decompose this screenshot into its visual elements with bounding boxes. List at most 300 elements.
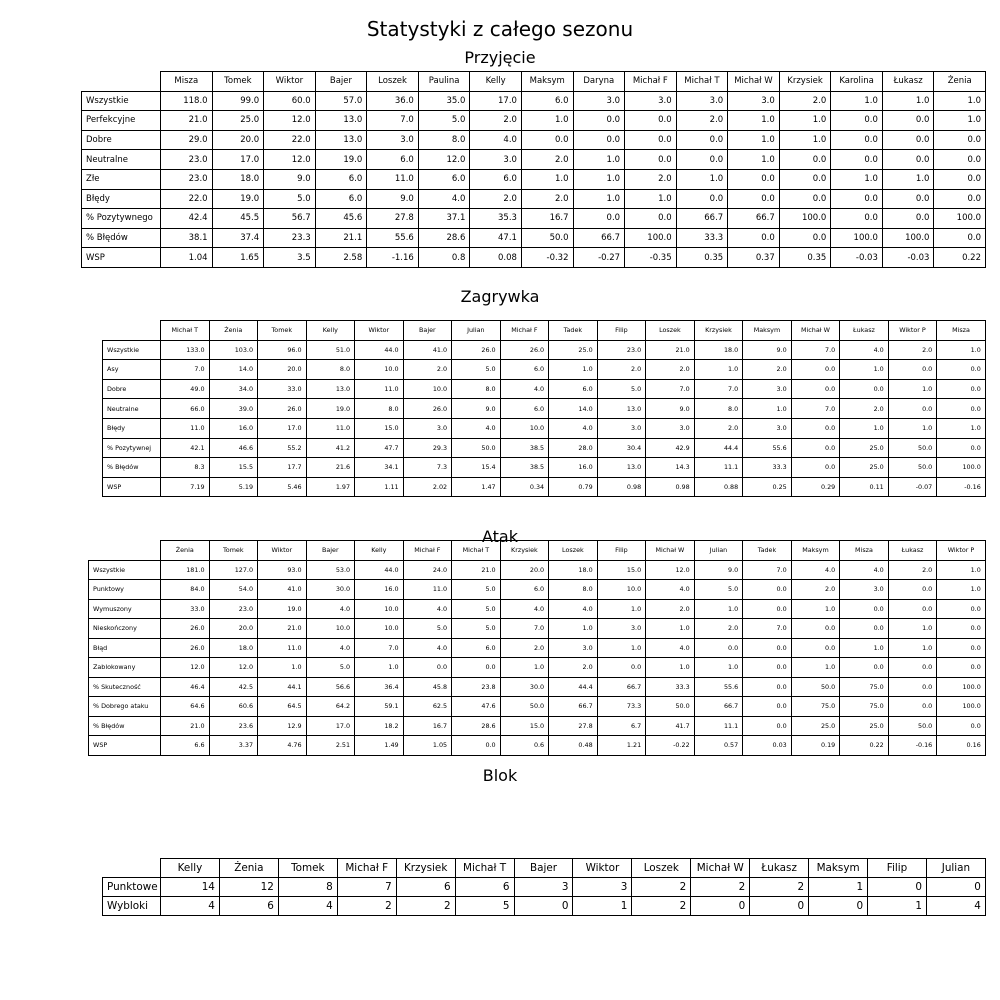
row-label: Nieskończony [89, 619, 161, 639]
table-cell: 5.0 [452, 599, 501, 619]
table-cell: 1.0 [888, 379, 937, 399]
table-cell: 39.0 [209, 399, 258, 419]
row-label: Dobre [103, 379, 161, 399]
table-cell: 36.0 [367, 91, 419, 111]
table-cell: 0.35 [779, 248, 831, 268]
table-cell: 2.0 [791, 580, 840, 600]
column-header: Bajer [306, 541, 355, 561]
table-cell: 3.0 [646, 418, 695, 438]
table-cell: 26.0 [452, 340, 501, 360]
table-cell: 22.0 [264, 130, 316, 150]
table-cell: 4.76 [258, 736, 307, 756]
table-cell: 0.0 [743, 658, 792, 678]
table-cell: 44.4 [549, 677, 598, 697]
table-cell: 44.1 [258, 677, 307, 697]
column-header: Łukasz [888, 541, 937, 561]
table-cell: 13.0 [315, 130, 367, 150]
table-cell: 17.0 [258, 418, 307, 438]
table-cell: 60.0 [264, 91, 316, 111]
table-cell: 0.0 [791, 638, 840, 658]
table-cell: 14.0 [209, 360, 258, 380]
table-cell: 27.8 [367, 209, 419, 229]
row-label: Perfekcyjne [82, 111, 161, 131]
table-cell: 0.98 [597, 477, 646, 497]
table-cell: 19.0 [212, 189, 264, 209]
table-cell: 66.7 [694, 697, 743, 717]
table-cell: 18.0 [549, 560, 598, 580]
table-cell: 0.0 [937, 658, 986, 678]
table-cell: 6.0 [315, 189, 367, 209]
column-header: Tomek [209, 541, 258, 561]
przyjecie-table [81, 71, 986, 268]
table-cell: 0.03 [743, 736, 792, 756]
table-cell: 0 [691, 897, 750, 916]
table-row [89, 619, 986, 639]
table-cell: 0.0 [625, 130, 677, 150]
column-header: Filip [868, 859, 927, 878]
table-cell: 64.6 [161, 697, 210, 717]
table-cell: 0.0 [791, 438, 840, 458]
column-header: Krzysiek [694, 321, 743, 341]
table-cell: 15.0 [500, 716, 549, 736]
table-cell: 0.0 [694, 638, 743, 658]
row-label: Wszystkie [89, 560, 161, 580]
table-cell: 0.34 [500, 477, 549, 497]
table-cell: 1.0 [937, 340, 986, 360]
table-cell: 0.0 [743, 599, 792, 619]
table-cell: 66.7 [597, 677, 646, 697]
table-cell: 18.0 [212, 169, 264, 189]
table-cell: 2.0 [403, 360, 452, 380]
table-cell: 0.98 [646, 477, 695, 497]
table-cell: 6 [396, 878, 455, 897]
row-label: Błędy [103, 418, 161, 438]
table-cell: 100.0 [625, 228, 677, 248]
table-cell: 2.0 [694, 418, 743, 438]
table-row [103, 418, 986, 438]
column-header: Michał T [452, 541, 501, 561]
table-cell: 9.0 [452, 399, 501, 419]
table-cell: 22.0 [161, 189, 213, 209]
table-cell: 103.0 [209, 340, 258, 360]
table-cell: 7 [337, 878, 396, 897]
column-header: Łukasz [882, 72, 934, 92]
column-header: Żenia [219, 859, 278, 878]
table-cell: 0.0 [840, 599, 889, 619]
table-cell: 26.0 [403, 399, 452, 419]
table-cell: 21.1 [315, 228, 367, 248]
table-row [103, 360, 986, 380]
table-cell: 6.0 [315, 169, 367, 189]
column-header: Michał W [728, 72, 780, 92]
table-cell: 5.0 [306, 658, 355, 678]
table-cell: 50.0 [500, 697, 549, 717]
table-cell: 0.0 [831, 130, 883, 150]
table-cell: 7.19 [161, 477, 210, 497]
column-header: Wiktor [355, 321, 404, 341]
table-cell: 34.1 [355, 458, 404, 478]
table-cell: 0.0 [888, 599, 937, 619]
table-cell: 0.11 [840, 477, 889, 497]
table-cell: 0 [868, 878, 927, 897]
table-cell: 2 [632, 897, 691, 916]
table-cell: 5.0 [452, 619, 501, 639]
table-cell: 2.0 [470, 111, 522, 131]
table-cell: 0.0 [791, 379, 840, 399]
row-label: % Błędów [89, 716, 161, 736]
table-cell: 4 [161, 897, 220, 916]
table-cell: 96.0 [258, 340, 307, 360]
table-cell: 3.0 [676, 91, 728, 111]
table-cell: 6.0 [500, 580, 549, 600]
table-cell: 50.0 [888, 458, 937, 478]
table-cell: 4.0 [470, 130, 522, 150]
table-cell: 0.0 [452, 658, 501, 678]
table-cell: 0.0 [791, 458, 840, 478]
row-label: % Pozytywnej [103, 438, 161, 458]
table-row [82, 130, 986, 150]
table-cell: 23.6 [209, 716, 258, 736]
table-cell: 44.0 [355, 560, 404, 580]
table-cell: 1.0 [831, 169, 883, 189]
table-cell: 1.0 [934, 91, 986, 111]
table-cell: 28.6 [418, 228, 470, 248]
column-header: Bajer [403, 321, 452, 341]
table-cell: 28.6 [452, 716, 501, 736]
table-cell: 4.0 [840, 560, 889, 580]
table-cell: 50.0 [452, 438, 501, 458]
column-header: Tomek [212, 72, 264, 92]
column-header: Maksym [521, 72, 573, 92]
column-header: Maksym [809, 859, 868, 878]
table-cell: 50.0 [521, 228, 573, 248]
table-cell: 17.7 [258, 458, 307, 478]
table-cell: 42.4 [161, 209, 213, 229]
table-row [89, 580, 986, 600]
table-cell: 5.46 [258, 477, 307, 497]
table-cell: 49.0 [161, 379, 210, 399]
table-cell: 0.0 [728, 189, 780, 209]
table-row [89, 736, 986, 756]
table-row [82, 228, 986, 248]
column-header: Michał F [500, 321, 549, 341]
table-cell: 6.0 [452, 638, 501, 658]
table-cell: -0.32 [521, 248, 573, 268]
column-header: Karolina [831, 72, 883, 92]
table-cell: 0.0 [728, 169, 780, 189]
table-cell: 3.0 [743, 379, 792, 399]
table-cell: 1.0 [573, 189, 625, 209]
table-cell: 23.8 [452, 677, 501, 697]
table-cell: 12.0 [646, 560, 695, 580]
table-cell: 1.0 [882, 91, 934, 111]
row-label: % Dobrego ataku [89, 697, 161, 717]
table-cell: 1.05 [403, 736, 452, 756]
table-cell: 3.0 [549, 638, 598, 658]
table-cell: 0 [514, 897, 573, 916]
column-header: Loszek [549, 541, 598, 561]
table-cell: 44.4 [694, 438, 743, 458]
table-cell: 100.0 [882, 228, 934, 248]
table-row [103, 340, 986, 360]
table-cell: 0.0 [779, 150, 831, 170]
table-cell: 0.0 [840, 658, 889, 678]
table-cell: 11.0 [258, 638, 307, 658]
table-cell: 10.0 [306, 619, 355, 639]
table-cell: 15.0 [597, 560, 646, 580]
table-cell: 0.0 [882, 111, 934, 131]
column-header: Michał W [791, 321, 840, 341]
atak-table [88, 540, 986, 756]
table-cell: 44.0 [355, 340, 404, 360]
table-cell: 0.25 [743, 477, 792, 497]
table-cell: 30.0 [500, 677, 549, 697]
table-cell: 0.0 [934, 130, 986, 150]
table-cell: 6.0 [367, 150, 419, 170]
table-cell: 7.0 [500, 619, 549, 639]
table-cell: 0.0 [882, 189, 934, 209]
row-label: Błąd [89, 638, 161, 658]
table-cell: 41.2 [306, 438, 355, 458]
table-cell: 26.0 [161, 619, 210, 639]
table-cell: 1 [868, 897, 927, 916]
table-cell: 50.0 [791, 677, 840, 697]
zagrywka-table [102, 320, 986, 497]
table-cell: 0.0 [840, 379, 889, 399]
table-cell: 9.0 [694, 560, 743, 580]
table-cell: 4.0 [500, 599, 549, 619]
table-cell: 37.1 [418, 209, 470, 229]
table-cell: 1.0 [840, 418, 889, 438]
table-cell: 1.0 [728, 150, 780, 170]
header-corner [103, 859, 161, 878]
table-cell: 3.0 [625, 91, 677, 111]
table-cell: 0.0 [937, 599, 986, 619]
table-cell: 35.0 [418, 91, 470, 111]
row-label: WSP [82, 248, 161, 268]
column-header: Wiktor P [888, 321, 937, 341]
table-cell: 5.0 [418, 111, 470, 131]
table-cell: 4.0 [306, 638, 355, 658]
table-cell: 37.4 [212, 228, 264, 248]
row-label: Punktowe [103, 878, 161, 897]
table-cell: 38.1 [161, 228, 213, 248]
table-cell: 41.0 [258, 580, 307, 600]
table-cell: 16.0 [355, 580, 404, 600]
table-row [82, 111, 986, 131]
table-cell: 0.19 [791, 736, 840, 756]
table-row [103, 878, 986, 897]
table-cell: 0.0 [779, 189, 831, 209]
table-cell: 1.0 [831, 91, 883, 111]
table-cell: 16.7 [521, 209, 573, 229]
table-cell: 3.0 [403, 418, 452, 438]
table-cell: 20.0 [258, 360, 307, 380]
column-header: Michał F [625, 72, 677, 92]
column-header: Filip [597, 321, 646, 341]
table-cell: 11.0 [403, 580, 452, 600]
table-cell: 42.9 [646, 438, 695, 458]
blok-table [102, 858, 986, 916]
table-cell: 6.6 [161, 736, 210, 756]
table-cell: 2 [750, 878, 809, 897]
table-cell: 24.0 [403, 560, 452, 580]
table-cell: 13.0 [597, 458, 646, 478]
column-header: Żenia [161, 541, 210, 561]
table-cell: 10.0 [597, 580, 646, 600]
table-row [89, 677, 986, 697]
table-cell: 4.0 [549, 599, 598, 619]
table-cell: 1.0 [888, 619, 937, 639]
table-cell: 0.0 [676, 150, 728, 170]
table-cell: 0.22 [934, 248, 986, 268]
column-header: Julian [926, 859, 985, 878]
table-cell: 9.0 [367, 189, 419, 209]
table-cell: 25.0 [549, 340, 598, 360]
table-cell: 0.0 [882, 209, 934, 229]
table-row [103, 477, 986, 497]
table-cell: 7.3 [403, 458, 452, 478]
column-header: Krzysiek [779, 72, 831, 92]
table-cell: 0 [750, 897, 809, 916]
column-header: Łukasz [750, 859, 809, 878]
table-cell: 100.0 [779, 209, 831, 229]
table-cell: 0.0 [779, 169, 831, 189]
table-cell: 33.3 [743, 458, 792, 478]
table-cell: 75.0 [840, 677, 889, 697]
table-cell: 3.0 [367, 130, 419, 150]
table-cell: 0.0 [937, 360, 986, 380]
table-cell: 11.1 [694, 716, 743, 736]
table-cell: 0.0 [573, 209, 625, 229]
table-cell: 1.0 [694, 599, 743, 619]
row-label: WSP [103, 477, 161, 497]
table-cell: 54.0 [209, 580, 258, 600]
table-cell: 0.0 [831, 209, 883, 229]
row-label: Wybloki [103, 897, 161, 916]
table-cell: 2.0 [646, 360, 695, 380]
column-header: Wiktor P [937, 541, 986, 561]
table-cell: 50.0 [888, 716, 937, 736]
column-header: Wiktor [264, 72, 316, 92]
column-header: Tadek [549, 321, 598, 341]
table-cell: 4.0 [646, 580, 695, 600]
table-cell: 0.57 [694, 736, 743, 756]
table-cell: 4.0 [403, 638, 452, 658]
header-row [82, 72, 986, 92]
table-cell: 1.0 [728, 130, 780, 150]
table-cell: 1.0 [676, 169, 728, 189]
table-cell: 13.0 [306, 379, 355, 399]
table-cell: 7.0 [791, 340, 840, 360]
table-cell: 2.0 [676, 111, 728, 131]
table-cell: 53.0 [306, 560, 355, 580]
table-cell: 3.0 [597, 418, 646, 438]
table-cell: 0.0 [452, 736, 501, 756]
table-cell: 28.0 [549, 438, 598, 458]
table-cell: 25.0 [840, 458, 889, 478]
table-cell: 4 [278, 897, 337, 916]
table-cell: 18.0 [694, 340, 743, 360]
row-label: % Błędów [103, 458, 161, 478]
table-cell: 2.58 [315, 248, 367, 268]
table-cell: 29.3 [403, 438, 452, 458]
table-cell: 29.0 [161, 130, 213, 150]
table-cell: 23.0 [597, 340, 646, 360]
table-cell: 30.4 [597, 438, 646, 458]
table-cell: 0.37 [728, 248, 780, 268]
table-cell: 2.0 [694, 619, 743, 639]
table-cell: 6.0 [500, 399, 549, 419]
column-header: Michał T [455, 859, 514, 878]
table-cell: 51.0 [306, 340, 355, 360]
table-cell: 1.0 [694, 658, 743, 678]
table-cell: 60.6 [209, 697, 258, 717]
table-cell: 45.6 [315, 209, 367, 229]
table-cell: 8.0 [452, 379, 501, 399]
table-cell: 1.0 [597, 638, 646, 658]
table-cell: 0 [926, 878, 985, 897]
table-cell: 3 [514, 878, 573, 897]
table-cell: 1.0 [934, 111, 986, 131]
table-cell: 5.0 [694, 580, 743, 600]
table-cell: 11.1 [694, 458, 743, 478]
column-header: Łukasz [840, 321, 889, 341]
table-cell: 33.3 [646, 677, 695, 697]
column-header: Tomek [258, 321, 307, 341]
table-cell: 0.8 [418, 248, 470, 268]
table-cell: 1 [809, 878, 868, 897]
table-cell: 55.2 [258, 438, 307, 458]
table-cell: 0.0 [888, 580, 937, 600]
table-cell: 12.0 [161, 658, 210, 678]
table-cell: 2 [396, 897, 455, 916]
table-cell: 133.0 [161, 340, 210, 360]
table-cell: 1.65 [212, 248, 264, 268]
table-cell: 2.0 [779, 91, 831, 111]
column-header: Michał T [161, 321, 210, 341]
table-cell: 50.0 [888, 438, 937, 458]
table-cell: 118.0 [161, 91, 213, 111]
table-cell: 3.5 [264, 248, 316, 268]
table-cell: 4.0 [791, 560, 840, 580]
table-cell: 1.0 [646, 658, 695, 678]
table-cell: 1.0 [355, 658, 404, 678]
table-cell: 1.0 [646, 619, 695, 639]
table-cell: 16.0 [209, 418, 258, 438]
table-cell: 12 [219, 878, 278, 897]
table-cell: 8 [278, 878, 337, 897]
table-cell: 4.0 [646, 638, 695, 658]
table-cell: 56.7 [264, 209, 316, 229]
table-cell: 46.6 [209, 438, 258, 458]
table-cell: 21.6 [306, 458, 355, 478]
table-cell: 13.0 [315, 111, 367, 131]
table-cell: 27.8 [549, 716, 598, 736]
table-cell: 21.0 [452, 560, 501, 580]
table-cell: 47.1 [470, 228, 522, 248]
table-cell: 2.0 [549, 658, 598, 678]
column-header: Filip [597, 541, 646, 561]
table-cell: 1.0 [694, 360, 743, 380]
table-cell: 55.6 [694, 677, 743, 697]
table-cell: 0.0 [831, 189, 883, 209]
table-cell: 0.0 [779, 228, 831, 248]
row-label: Dobre [82, 130, 161, 150]
column-header: Michał W [646, 541, 695, 561]
table-cell: 16.0 [549, 458, 598, 478]
table-cell: 23.0 [209, 599, 258, 619]
